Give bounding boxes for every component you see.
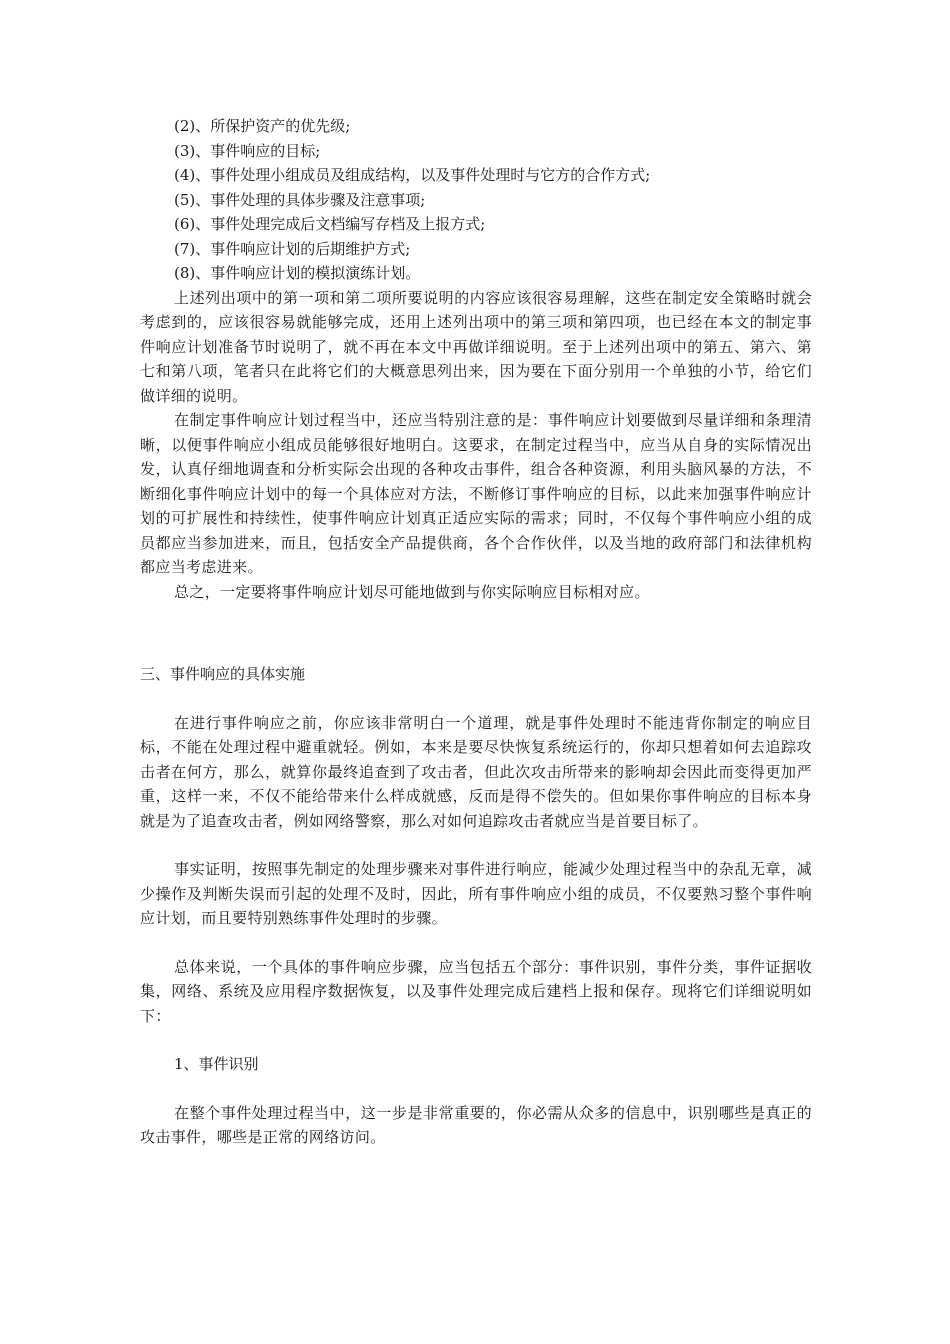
section-heading: 三、事件响应的具体实施 <box>140 665 306 683</box>
spacer <box>140 604 812 662</box>
body-paragraph: 在进行事件响应之前，你应该非常明白一个道理，就是事件处理时不能违背你制定的响应目标，不能在处理过程中避重就轻。例如，本来是要尽快恢复系统运行的，你却只想着如何去追踪攻击者在何方，那么，就算你最终追查到了攻击者，但此次攻击所带来的影响却会因此而变得更加严重，这样一来，不仅不能给带来什么样成就感，反而是得不偿失的。但如果你事件响应的目标本身就是为了追查攻击者，例如网络警察，那么对如何追踪攻击者就应当是首要目标了。 <box>140 713 812 830</box>
list-item: (7)、事件响应计划的后期维护方式; <box>174 239 411 258</box>
numbered-list <box>140 114 812 286</box>
spacer <box>140 687 812 711</box>
subsection-heading: 1、事件识别 <box>174 1055 259 1073</box>
list-item: (4)、事件处理小组成员及组成结构，以及事件处理时与它方的合作方式; <box>174 166 651 184</box>
list-item: (8)、事件响应计划的模拟演练计划。 <box>174 264 421 282</box>
body-paragraph: 在制定事件响应计划过程当中，还应当特别注意的是：事件响应计划要做到尽量详细和条理清晰，以便事件响应小组成员能够很好地明白。这要求，在制定过程当中，应当从自身的实际情况出发，认真仔细地调查和分析实际会出现的各种攻击事件，组合各种资源，利用头脑风暴的方法，不断细化事件响应计划中的每一个具体应对方法，不断修订事件响应的目标，以此来加强事件响应计划的可扩展性和持续性，使事件响应计划真正适应实际的需求；同时，不仅每个事件响应小组的成员都应当参加进来，而且，包括安全产品提供商，各个合作伙伴，以及当地的政府部门和法律机构都应当考虑进来。 <box>140 411 812 576</box>
spacer <box>140 1077 812 1101</box>
body-paragraph: 总体来说，一个具体的事件响应步骤，应当包括五个部分：事件识别，事件分类，事件证据收集，网络、系统及应用程序数据恢复，以及事件处理完成后建档上报和保存。现将它们详细说明如下： <box>140 957 812 1025</box>
list-item: (6)、事件处理完成后文档编写存档及上报方式; <box>174 215 486 233</box>
spacer <box>140 931 812 955</box>
body-paragraph: 上述列出项中的第一项和第二项所要说明的内容应该很容易理解，这些在制定安全策略时就会考虑到的，应该很容易就能够完成，还用上述列出项中的第三项和第四项，也已经在本文的制定事件响应计划准备节时说明了，就不再在本文中再做详细说明。至于上述列出项中的第五、第六、第七和第八项，笔者只在此将它们的大概意思列出来，因为要在下面分别用一个单独的小节，给它们做详细的说明。 <box>140 288 812 405</box>
body-paragraph: 总之，一定要将事件响应计划尽可能地做到与你实际响应目标相对应。 <box>174 582 650 601</box>
body-paragraph: 事实证明，按照事先制定的处理步骤来对事件进行响应，能减少处理过程当中的杂乱无章，减少操作及判断失误而引起的处理不及时，因此，所有事件响应小组的成员，不仅要熟习整个事件响应计划，而且要特别熟练事件处理时的步骤。 <box>140 860 812 927</box>
list-item: (3)、事件响应的目标; <box>174 141 321 160</box>
list-item: (2)、所保护资产的优先级; <box>174 117 351 135</box>
list-item: (5)、事件处理的具体步骤及注意事项; <box>174 190 426 209</box>
body-paragraph: 在整个事件处理过程当中，这一步是非常重要的，你必需从众多的信息中，识别哪些是真正的攻击事件，哪些是正常的网络访问。 <box>140 1103 812 1146</box>
spacer <box>140 833 812 857</box>
document-page <box>140 114 812 1150</box>
spacer <box>140 1028 812 1052</box>
